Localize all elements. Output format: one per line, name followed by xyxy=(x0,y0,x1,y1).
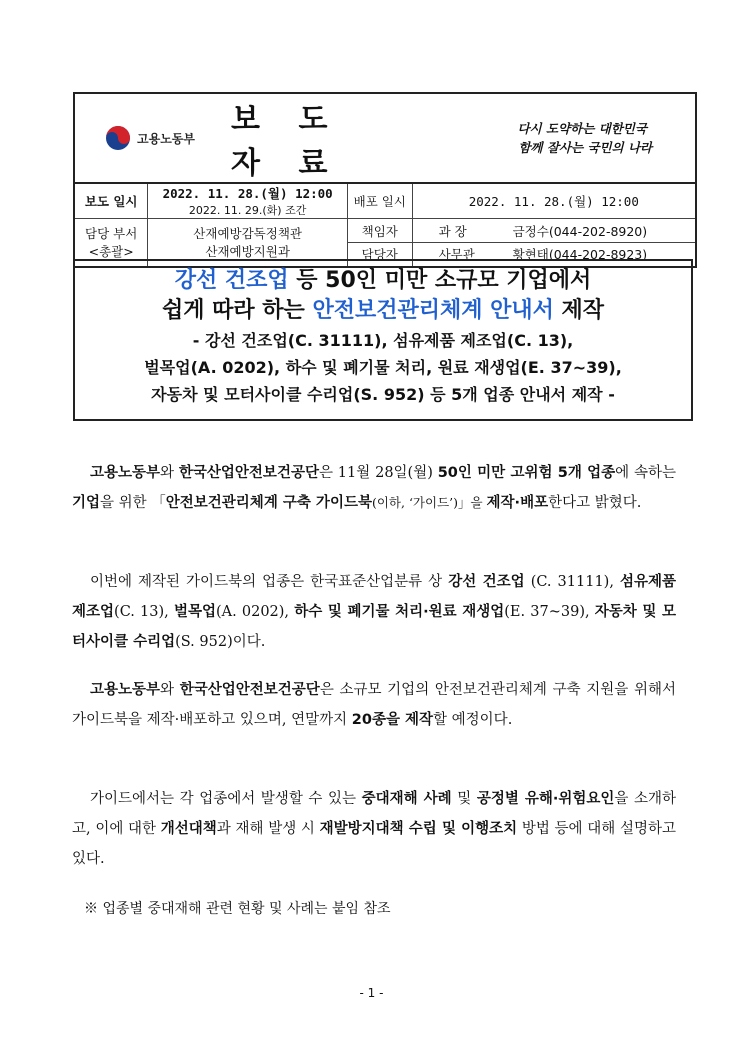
p4-b: 중대재해 사례 xyxy=(361,791,452,807)
report-date: 2022. 11. 28.(월) 12:00 xyxy=(162,186,333,201)
report-date-cell xyxy=(148,183,348,219)
ministry-name: 고용노동부 xyxy=(137,131,195,146)
p1-g: 기업 xyxy=(72,495,101,511)
p2-h: 하수 및 폐기물 처리·원료 재생업 xyxy=(294,604,505,620)
report-date-label: 보도 일시 xyxy=(74,183,148,219)
paragraph-2 xyxy=(72,567,676,657)
resp-label: 책임자 xyxy=(347,219,412,243)
dept-label: 담당 부서 xyxy=(85,226,138,242)
p4-d: 공정별 유해·위험요인 xyxy=(476,791,615,807)
distribute-label: 배포 일시 xyxy=(347,183,412,219)
p2-e: (C. 13), xyxy=(114,604,174,620)
reference-note: ※ 업종별 중대재해 관련 현황 및 사례는 붙임 참조 xyxy=(84,901,391,917)
slogan-line-2: 함께 잘사는 국민의 나라 xyxy=(518,140,653,155)
p1-c: 한국산업안전보건공단 xyxy=(178,465,319,481)
headline-box xyxy=(73,259,693,421)
staff-title: 사무관 xyxy=(438,247,475,263)
p4-a: 가이드에서는 각 업종에서 발생할 수 있는 xyxy=(90,791,362,807)
slogan-line-1: 다시 도약하는 대한민국 xyxy=(517,121,647,136)
page-number: - 1 - xyxy=(359,986,384,1000)
p2-j: 자동차 및 모터사이클 수리업 xyxy=(72,604,677,650)
header-table xyxy=(73,92,697,268)
p1-h: 을 위한 「 xyxy=(100,495,166,511)
headline-line-1 xyxy=(75,266,691,295)
p3-b: 와 xyxy=(160,682,180,698)
p2-f: 벌목업 xyxy=(173,604,216,620)
p2-i: (E. 37~39), xyxy=(504,604,595,620)
resp-cell xyxy=(412,219,696,243)
p1-k: 제작·배포 xyxy=(486,495,549,511)
subtitle-line-2: 벌목업(A. 0202), 하수 및 폐기물 처리, 원료 재생업(E. 37~39), xyxy=(144,358,622,377)
p1-b: 와 xyxy=(160,465,179,481)
p2-a: 이번에 제작된 가이드북의 업종은 한국표준산업분류 상 xyxy=(90,574,449,590)
taegeuk-icon xyxy=(105,125,131,151)
p1-l: 한다고 밝혔다. xyxy=(548,495,642,511)
p3-c: 한국산업안전보건공단 xyxy=(179,682,320,698)
headline-line-2 xyxy=(75,295,691,327)
press-release-title: 보 도 자 료 xyxy=(231,102,342,181)
p2-c: (C. 31111), xyxy=(524,574,620,590)
distribute-date: 2022. 11. 28.(월) 12:00 xyxy=(412,183,696,219)
headline-text-1: 등 50인 미만 소규모 기업에서 xyxy=(288,268,592,293)
p4-c: 및 xyxy=(451,791,477,807)
resp-title: 과 장 xyxy=(438,223,467,239)
p1-a: 고용노동부 xyxy=(90,465,161,481)
p1-e: 50인 미만 고위험 5개 업종 xyxy=(437,465,616,481)
dept-2: 산재예방지원과 xyxy=(205,244,290,260)
dept-sub: <총괄> xyxy=(88,244,134,260)
headline-highlight-2: 안전보건관리체계 안내서 xyxy=(312,298,554,323)
p1-d: 은 11월 28일(월) xyxy=(318,465,438,481)
paragraph-4 xyxy=(72,784,676,874)
p4-h: 재발방지대책 수립 및 이행조치 xyxy=(319,821,518,837)
resp-name: 금정수(044-202-8920) xyxy=(512,223,648,239)
p2-g: (A. 0202), xyxy=(215,604,295,620)
subtitle-line-1: - 강선 건조업(C. 31111), 섬유제품 제조업(C. 13), xyxy=(192,331,574,350)
p2-b: 강선 건조업 xyxy=(448,574,525,590)
staff-label: 담당자 xyxy=(347,243,412,267)
p4-g: 과 재해 발생 시 xyxy=(216,821,320,837)
p3-d: 은 소규모 기업의 안전보건관리체계 구축 지원을 위해서 가이드북을 제작·배포하고 있으며, 연말까지 xyxy=(72,682,676,728)
dept-1: 산재예방감독정책관 xyxy=(193,226,302,242)
slogan xyxy=(347,93,696,183)
report-date-sub: 2022. 11. 29.(화) 조간 xyxy=(188,204,307,217)
headline-highlight-1: 강선 건조업 xyxy=(174,268,289,293)
p4-i: 방법 등에 대해 설명하고 있다. xyxy=(72,821,677,867)
ministry-logo xyxy=(75,125,225,151)
header-logo-cell xyxy=(74,93,347,183)
p2-d: 섬유제품 제조업 xyxy=(72,574,676,620)
p3-f: 할 예정이다. xyxy=(433,712,513,728)
headline-text-2a: 쉽게 따라 하는 xyxy=(161,298,313,323)
paragraph-1 xyxy=(72,458,676,518)
p1-f: 에 속하는 xyxy=(615,465,676,481)
paragraph-3 xyxy=(72,675,676,735)
subtitle-line-3: 자동차 및 모터사이클 수리업(S. 952) 등 5개 업종 안내서 제작 - xyxy=(151,385,615,404)
p1-j: (이하, ‘가이드’)」을 xyxy=(371,495,487,510)
p2-k: (S. 952)이다. xyxy=(175,634,266,650)
p3-a: 고용노동부 xyxy=(90,682,161,698)
p4-e: 을 소개하고, 이에 대한 xyxy=(72,791,677,837)
p3-e: 20종을 제작 xyxy=(351,712,434,728)
staff-name: 황현태(044-202-8923) xyxy=(512,247,648,263)
headline-text-2c: 제작 xyxy=(553,298,605,323)
p1-i: 안전보건관리체계 구축 가이드북 xyxy=(165,495,372,511)
p4-f: 개선대책 xyxy=(160,821,217,837)
